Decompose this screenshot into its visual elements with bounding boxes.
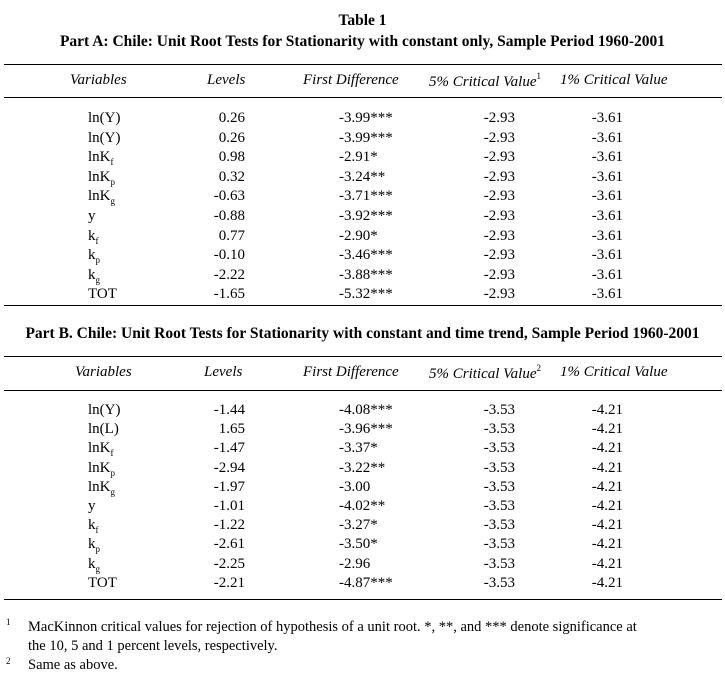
table-row — [0, 267, 725, 287]
cell-variable — [88, 110, 121, 127]
header-cv5 — [429, 364, 541, 383]
cell-cv1: -4.21 — [591, 555, 623, 572]
cell-cv5: -3.53 — [483, 440, 515, 457]
part-b-top-rule — [4, 356, 722, 357]
variable-name: lnK — [88, 459, 111, 476]
header-cv5-label: 5% Critical Value — [429, 366, 537, 382]
cell-cv5: -2.93 — [483, 208, 515, 224]
table-row — [0, 247, 725, 267]
variable-subscript: f — [95, 525, 99, 536]
cell-first-difference: -3.92*** — [339, 208, 393, 224]
variable-name: y — [88, 208, 96, 224]
variable-name: k — [88, 227, 96, 244]
cell-cv5: -3.53 — [483, 402, 515, 418]
cell-first-difference: -4.08*** — [339, 402, 393, 418]
cell-first-difference: -2.96 — [339, 555, 371, 572]
cell-cv1: -3.61 — [591, 266, 623, 283]
cell-cv5: -2.93 — [483, 129, 515, 146]
footnote-2-line-1: Same as above. — [28, 657, 118, 673]
table-row — [0, 402, 725, 422]
cell-variable — [88, 267, 100, 284]
table-row — [0, 536, 725, 556]
variable-name: k — [88, 247, 96, 264]
table-row — [0, 110, 725, 130]
variable-subscript: f — [110, 157, 114, 168]
table-row — [0, 517, 725, 537]
cell-first-difference: -4.87*** — [339, 574, 393, 591]
footnote-1-line-1: MacKinnon critical values for rejection of hypothesis of a unit root. *, **, and *** denote significance at — [28, 619, 637, 635]
cell-cv5: -3.53 — [483, 536, 515, 553]
cell-first-difference: -3.24** — [339, 168, 386, 185]
cell-levels: 0.77 — [218, 227, 245, 244]
cell-levels: 1.65 — [218, 421, 245, 438]
cell-levels: -1.47 — [213, 440, 245, 457]
cell-variable — [88, 149, 114, 166]
cell-variable — [88, 440, 114, 457]
cell-first-difference: -3.22** — [339, 459, 386, 476]
cell-cv5: -2.93 — [483, 168, 515, 185]
variable-subscript: g — [110, 486, 115, 497]
variable-name: TOT — [88, 286, 117, 303]
header-cv5-label: 5% Critical Value — [429, 74, 537, 90]
cell-levels: -1.01 — [213, 498, 245, 514]
cell-cv1: -4.21 — [591, 440, 623, 457]
cell-first-difference: -3.71*** — [339, 188, 393, 205]
header-variables: Variables — [70, 72, 127, 88]
variable-name: k — [88, 266, 96, 283]
table-row — [0, 498, 725, 518]
cell-cv1: -3.61 — [591, 208, 623, 224]
table-title: Table 1 — [338, 12, 387, 29]
cell-levels: -1.97 — [213, 478, 245, 495]
variable-subscript: f — [110, 448, 114, 459]
variable-name: TOT — [88, 574, 117, 591]
cell-first-difference: -3.27* — [339, 517, 378, 534]
variable-subscript: g — [110, 196, 115, 207]
header-cv1: 1% Critical Value — [560, 72, 668, 88]
cell-variable — [88, 536, 100, 553]
variable-name: k — [88, 536, 96, 553]
cell-cv5: -3.53 — [483, 459, 515, 476]
cell-levels: -2.61 — [213, 536, 245, 553]
cell-cv1: -4.21 — [591, 517, 623, 534]
cell-levels: 0.32 — [218, 168, 245, 185]
cell-variable — [88, 421, 119, 438]
cell-levels: -2.25 — [213, 555, 245, 572]
cell-variable — [88, 188, 115, 205]
cell-first-difference: -3.46*** — [339, 247, 393, 264]
cell-variable — [88, 460, 115, 477]
variable-subscript: g — [95, 563, 100, 574]
cell-levels: 0.26 — [218, 110, 245, 126]
cell-variable — [88, 130, 121, 147]
header-levels: Levels — [204, 364, 243, 380]
cell-variable — [88, 575, 117, 592]
cell-first-difference: -3.99*** — [339, 129, 393, 146]
variable-subscript: p — [95, 255, 100, 266]
header-levels: Levels — [207, 72, 246, 88]
table-row — [0, 421, 725, 441]
part-a-header-rule — [4, 97, 722, 98]
cell-variable — [88, 556, 100, 573]
table-row — [0, 575, 725, 595]
cell-cv5: -3.53 — [483, 517, 515, 534]
cell-cv1: -4.21 — [591, 459, 623, 476]
cell-cv5: -2.93 — [483, 266, 515, 283]
cell-cv1: -3.61 — [591, 227, 623, 244]
cell-variable — [88, 402, 121, 419]
header-cv1: 1% Critical Value — [560, 364, 668, 380]
cell-cv1: -4.21 — [591, 536, 623, 553]
cell-variable — [88, 517, 99, 534]
cell-first-difference: -3.99*** — [339, 110, 393, 126]
variable-name: lnK — [88, 168, 111, 185]
variable-name: ln(Y) — [88, 110, 121, 126]
table-row — [0, 169, 725, 189]
table-row — [0, 130, 725, 150]
header-cv5-note: 2 — [536, 363, 541, 373]
cell-cv5: -2.93 — [483, 188, 515, 205]
cell-cv1: -4.21 — [591, 421, 623, 438]
header-cv5-note: 1 — [536, 71, 541, 81]
cell-first-difference: -3.96*** — [339, 421, 393, 438]
cell-variable — [88, 208, 96, 225]
cell-levels: -2.22 — [213, 266, 245, 283]
cell-cv1: -4.21 — [591, 574, 623, 591]
cell-variable — [88, 498, 96, 515]
cell-variable — [88, 247, 100, 264]
cell-cv1: -3.61 — [591, 129, 623, 146]
cell-cv1: -3.61 — [591, 286, 623, 303]
part-b-header-rule — [4, 390, 722, 391]
cell-cv1: -4.21 — [591, 498, 623, 514]
cell-cv5: -2.93 — [483, 110, 515, 126]
cell-cv5: -3.53 — [483, 555, 515, 572]
cell-cv1: -3.61 — [591, 168, 623, 185]
table-row — [0, 479, 725, 499]
variable-name: lnK — [88, 188, 111, 205]
header-first-difference: First Difference — [303, 72, 399, 88]
cell-cv1: -3.61 — [591, 247, 623, 264]
variable-subscript: g — [95, 274, 100, 285]
cell-variable — [88, 286, 117, 303]
header-variables: Variables — [75, 364, 132, 380]
variable-name: ln(Y) — [88, 402, 121, 418]
cell-first-difference: -3.00 — [339, 478, 371, 495]
part-b-bottom-rule — [4, 599, 722, 600]
part-a-top-rule — [4, 64, 722, 65]
cell-levels: -0.63 — [213, 188, 245, 205]
variable-name: k — [88, 517, 96, 534]
cell-levels: 0.26 — [218, 129, 245, 146]
cell-cv5: -2.93 — [483, 247, 515, 264]
variable-name: ln(L) — [88, 421, 119, 438]
cell-cv5: -3.53 — [483, 498, 515, 514]
variable-subscript: p — [110, 176, 115, 187]
variable-subscript: f — [95, 235, 99, 246]
part-a-bottom-rule — [4, 305, 722, 306]
variable-name: ln(Y) — [88, 129, 121, 146]
cell-variable — [88, 169, 115, 186]
cell-cv5: -3.53 — [483, 574, 515, 591]
cell-cv1: -3.61 — [591, 188, 623, 205]
cell-levels: 0.98 — [218, 149, 245, 166]
cell-first-difference: -3.37* — [339, 440, 378, 457]
footnote-2-mark: 2 — [6, 656, 11, 666]
variable-name: lnK — [88, 478, 111, 495]
table-row — [0, 460, 725, 480]
cell-cv5: -2.93 — [483, 286, 515, 303]
header-first-difference: First Difference — [303, 364, 399, 380]
table-row — [0, 149, 725, 169]
header-cv5 — [429, 72, 541, 91]
variable-name: lnK — [88, 149, 111, 166]
table-row — [0, 188, 725, 208]
cell-variable — [88, 228, 99, 245]
cell-levels: -1.65 — [213, 286, 245, 303]
cell-first-difference: -2.91* — [339, 149, 378, 166]
cell-cv1: -3.61 — [591, 110, 623, 126]
table-row — [0, 440, 725, 460]
variable-subscript: p — [110, 467, 115, 478]
cell-levels: -0.88 — [213, 208, 245, 224]
cell-first-difference: -2.90* — [339, 227, 378, 244]
cell-levels: -2.21 — [213, 574, 245, 591]
cell-variable — [88, 479, 115, 496]
cell-first-difference: -4.02** — [339, 498, 386, 514]
table-row — [0, 228, 725, 248]
variable-subscript: p — [95, 544, 100, 555]
cell-first-difference: -3.50* — [339, 536, 378, 553]
cell-levels: -1.44 — [213, 402, 245, 418]
cell-cv5: -3.53 — [483, 478, 515, 495]
cell-cv5: -2.93 — [483, 227, 515, 244]
variable-name: k — [88, 555, 96, 572]
table-row — [0, 208, 725, 228]
footnote-1-mark: 1 — [6, 617, 11, 627]
cell-cv1: -3.61 — [591, 149, 623, 166]
cell-cv1: -4.21 — [591, 478, 623, 495]
cell-cv1: -4.21 — [591, 402, 623, 418]
table-row — [0, 556, 725, 576]
table-row — [0, 286, 725, 306]
cell-levels: -0.10 — [213, 247, 245, 264]
cell-cv5: -2.93 — [483, 149, 515, 166]
variable-name: y — [88, 498, 96, 514]
cell-levels: -2.94 — [213, 459, 245, 476]
part-b-title: Part B. Chile: Unit Root Tests for Stationarity with constant and time trend, Sample Period 1960-2001 — [25, 325, 700, 342]
cell-cv5: -3.53 — [483, 421, 515, 438]
cell-first-difference: -3.88*** — [339, 266, 393, 283]
cell-levels: -1.22 — [213, 517, 245, 534]
part-a-title: Part A: Chile: Unit Root Tests for Stationarity with constant only, Sample Period 1960-2001 — [59, 33, 666, 50]
variable-name: lnK — [88, 440, 111, 457]
footnote-1-line-2: the 10, 5 and 1 percent levels, respectively. — [28, 638, 278, 654]
cell-first-difference: -5.32*** — [339, 286, 393, 303]
